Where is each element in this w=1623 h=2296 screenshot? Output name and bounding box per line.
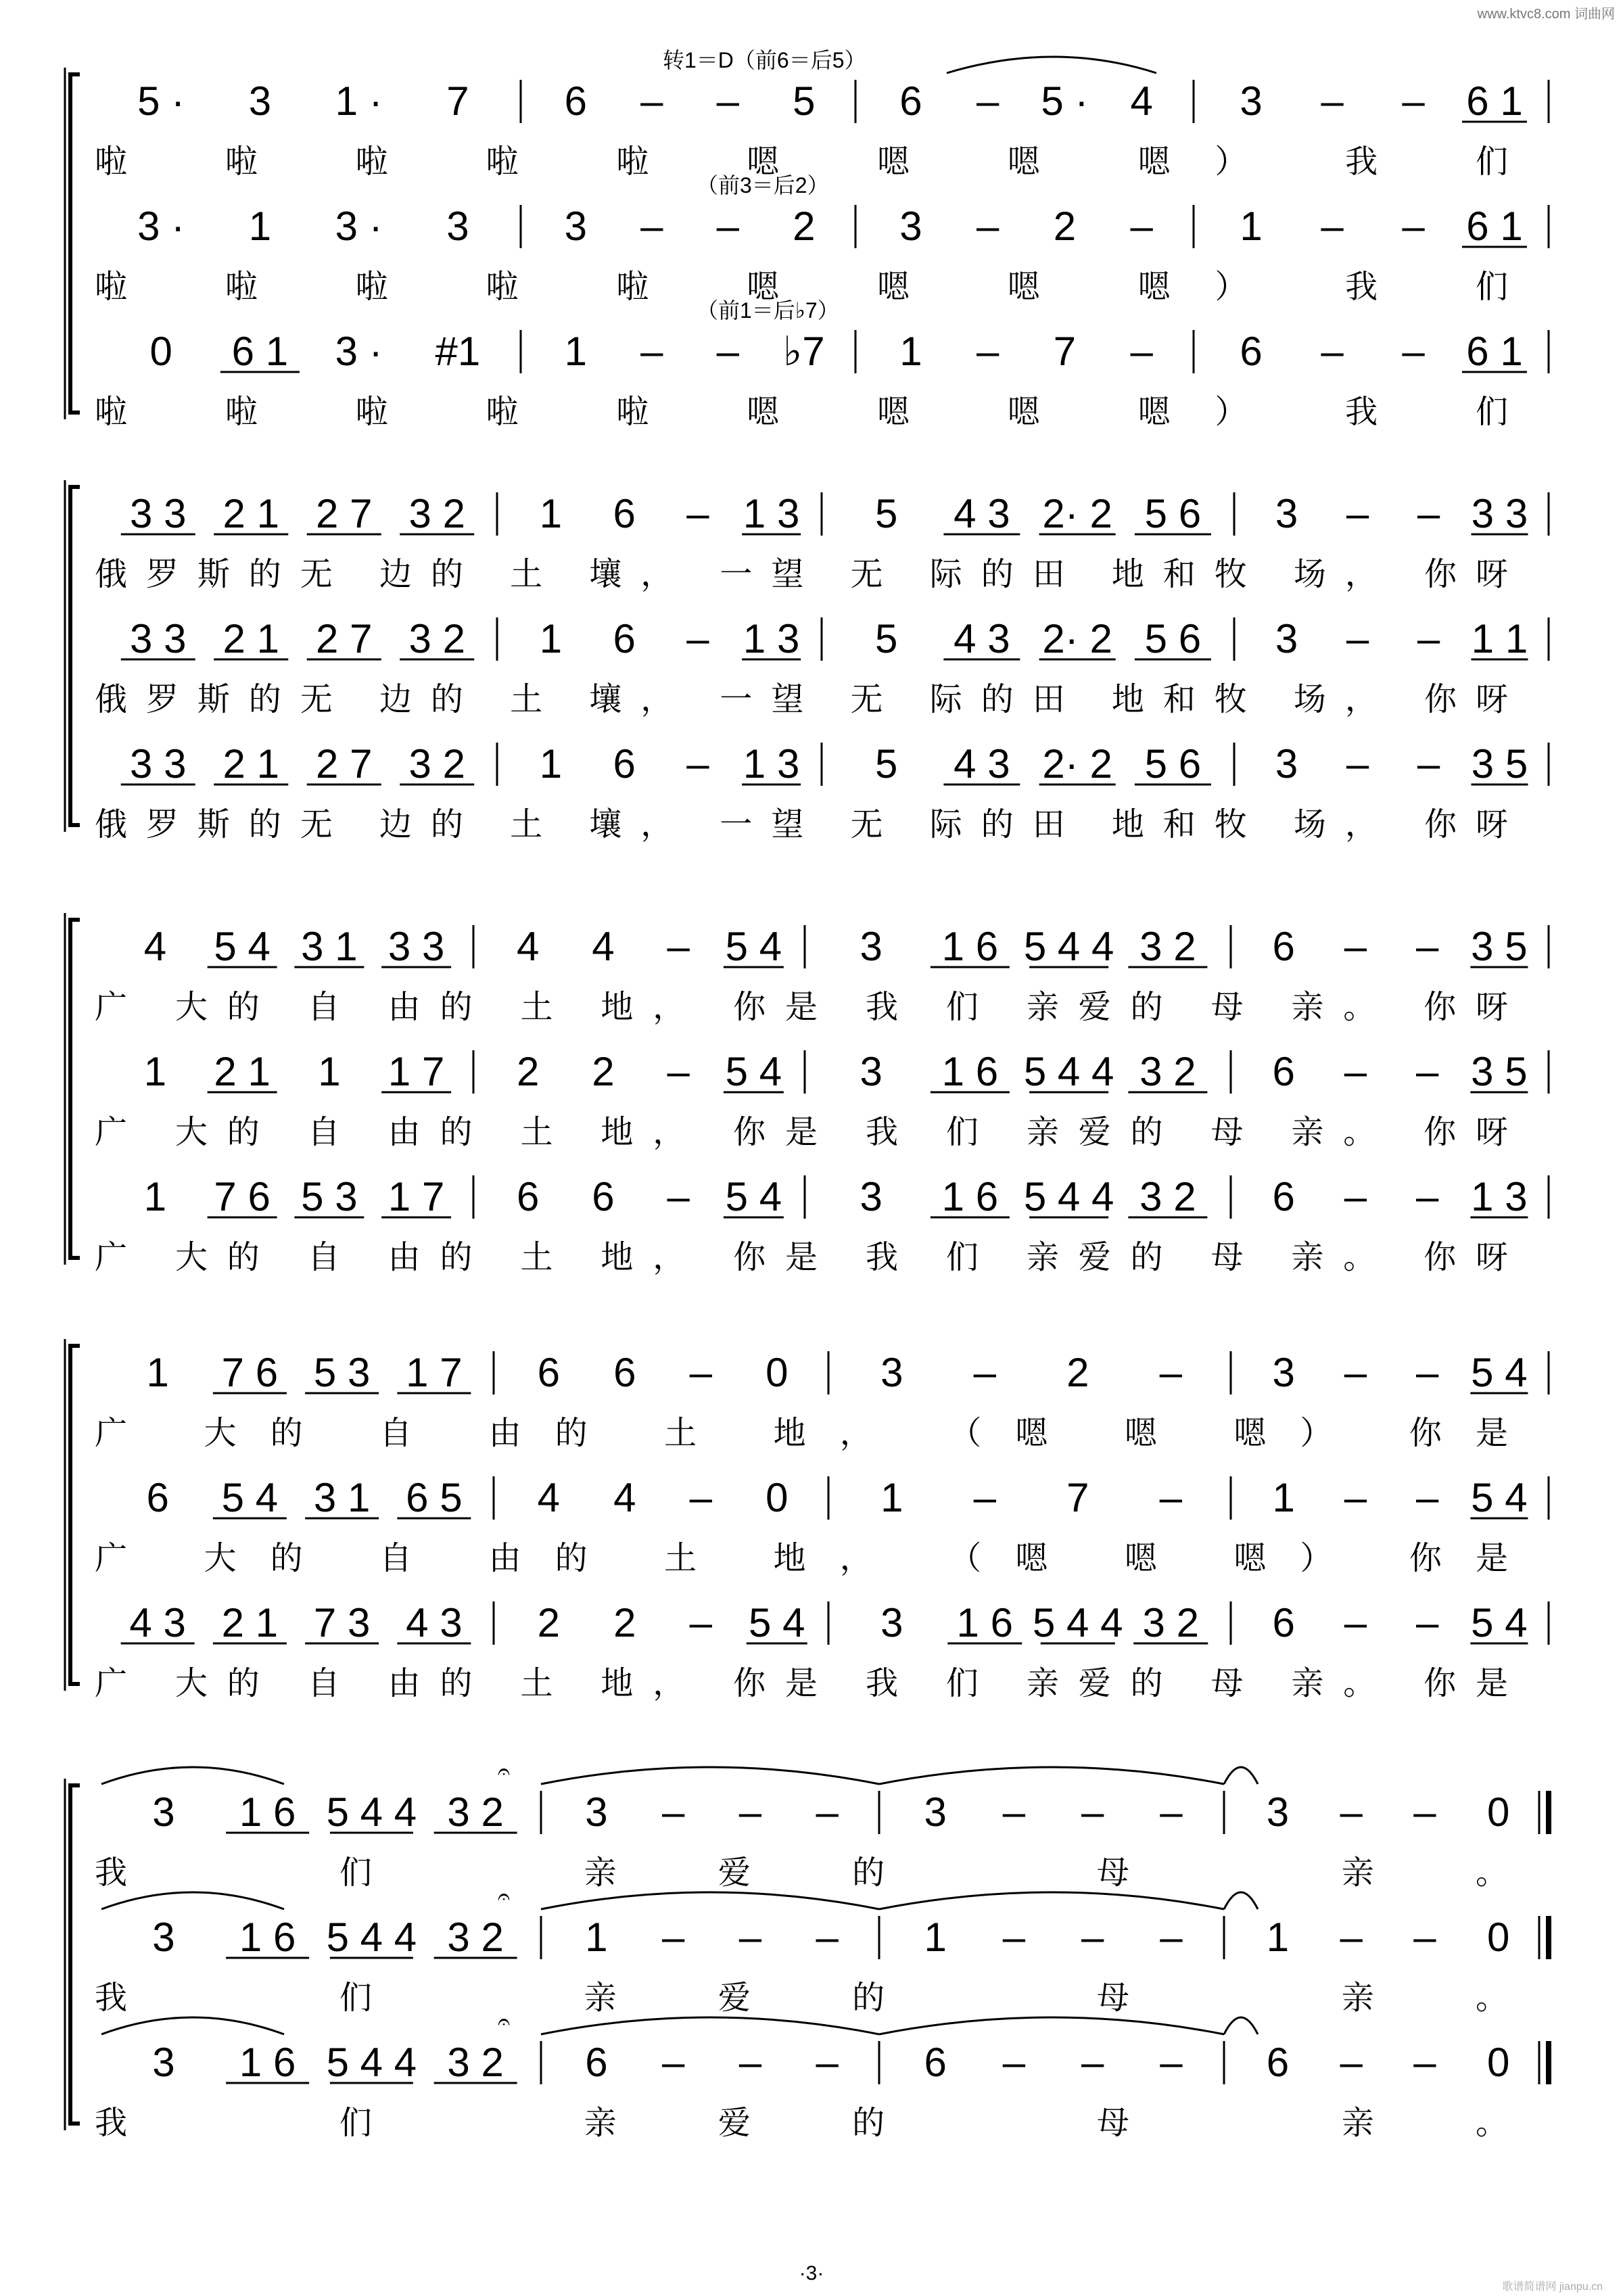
lyric-line: 我 们 亲爱的 母 亲。 xyxy=(95,1855,1508,1891)
jianpu-note: 2· 2 xyxy=(1042,616,1112,661)
watermark: 歌谱简谱网 jianpu.cn xyxy=(1502,2281,1603,2293)
jianpu-note: 2 xyxy=(793,204,816,249)
jianpu-note: 2 7 xyxy=(316,741,373,787)
jianpu-note: 2 1 xyxy=(221,1600,279,1645)
tie xyxy=(879,2017,1224,2034)
jianpu-note: 5 4 xyxy=(725,924,782,969)
jianpu-note: – xyxy=(716,204,739,249)
jianpu-note: – xyxy=(1417,741,1440,787)
jianpu-note: – xyxy=(738,2040,762,2085)
jianpu-note: – xyxy=(1321,204,1344,249)
jianpu-note: – xyxy=(738,1789,762,1835)
lyric-line: 广 大的 自 由的 土 地， （嗯 嗯 嗯） 你是 xyxy=(95,1541,1508,1576)
jianpu-note: 3 xyxy=(924,1789,947,1835)
tie xyxy=(101,1767,284,1784)
jianpu-note: 3 · xyxy=(137,204,185,249)
jianpu-note: 3 5 xyxy=(1471,741,1528,787)
jianpu-note: 1 xyxy=(899,329,922,374)
jianpu-note: 1 xyxy=(146,1350,169,1395)
jianpu-note: – xyxy=(1344,1350,1367,1395)
jianpu-note: 7 xyxy=(1066,1475,1089,1520)
jianpu-note: 5 4 4 xyxy=(1023,1049,1114,1094)
lyric-line: 我 们 亲爱的 母 亲。 xyxy=(95,2105,1508,2141)
jianpu-note: 5 4 4 xyxy=(1033,1600,1123,1645)
jianpu-note: 1 xyxy=(143,1049,167,1094)
jianpu-note: – xyxy=(1417,491,1440,536)
jianpu-note: 3 2 xyxy=(447,2040,504,2085)
jianpu-note: – xyxy=(1413,1789,1436,1835)
jianpu-note: 2 1 xyxy=(222,616,279,661)
jianpu-note: – xyxy=(686,616,709,661)
jianpu-note: 1 3 xyxy=(743,491,800,536)
jianpu-note: 6 1 xyxy=(1466,78,1523,124)
jianpu-note: 6 xyxy=(537,1350,560,1395)
jianpu-note: – xyxy=(976,78,999,124)
jianpu-note: 3 xyxy=(152,1789,175,1835)
jianpu-note: 1 xyxy=(924,1915,947,1960)
jianpu-note: – xyxy=(1415,1600,1439,1645)
jianpu-note: ♭7 xyxy=(782,329,825,374)
jianpu-note: – xyxy=(1130,204,1153,249)
tie xyxy=(879,1767,1224,1784)
jianpu-note: 3 1 xyxy=(301,924,358,969)
jianpu-note: 2 xyxy=(516,1049,540,1094)
jianpu-note: – xyxy=(716,78,739,124)
lyric-line: 俄罗斯的无 边的 土 壤， 一望 无 际的田 地和牧 场， 你呀 xyxy=(95,682,1508,718)
jianpu-note: 1 6 xyxy=(941,924,999,969)
jianpu-note: 3 2 xyxy=(447,1789,504,1835)
lyric-line: 我 们 亲爱的 母 亲。 xyxy=(95,1980,1508,2016)
jianpu-note: 0 xyxy=(766,1475,789,1520)
system-bracket xyxy=(70,920,80,1258)
jianpu-note: 6 xyxy=(613,491,636,536)
jianpu-note: – xyxy=(661,1915,685,1960)
jianpu-note: 3 · xyxy=(335,204,383,249)
jianpu-note: 4 3 xyxy=(954,616,1010,661)
jianpu-note: 1 6 xyxy=(941,1174,999,1219)
lyric-line: 俄罗斯的无 边的 土 壤， 一望 无 际的田 地和牧 场， 你呀 xyxy=(95,807,1508,843)
jianpu-note: 5 4 4 xyxy=(1023,1174,1114,1219)
jianpu-note: 4 xyxy=(537,1475,560,1520)
jianpu-note: 6 xyxy=(592,1174,615,1219)
jianpu-note: 5 4 4 xyxy=(1023,924,1114,969)
jianpu-note: – xyxy=(689,1600,712,1645)
jianpu-note: 3 xyxy=(860,1049,883,1094)
jianpu-note: – xyxy=(686,741,709,787)
jianpu-note: – xyxy=(976,329,999,374)
jianpu-note: 5 4 4 xyxy=(326,1789,417,1835)
jianpu-note: 5 6 xyxy=(1144,491,1202,536)
jianpu-note: 3 2 xyxy=(408,616,465,661)
jianpu-note: – xyxy=(689,1475,712,1520)
jianpu-note: 3 2 xyxy=(408,491,465,536)
jianpu-note: 4 3 xyxy=(406,1600,463,1645)
jianpu-note: – xyxy=(1321,329,1344,374)
jianpu-note: 5 xyxy=(874,741,898,787)
tie xyxy=(1224,2017,1258,2034)
lyric-line: 啦 啦 啦 啦 啦 嗯 嗯 嗯 嗯） 我 们 xyxy=(95,394,1508,430)
jianpu-note: 3 3 xyxy=(1471,491,1528,536)
jianpu-note: 1 xyxy=(564,329,587,374)
fermata: 𝄐 xyxy=(498,1884,510,1908)
jianpu-note: 6 5 xyxy=(406,1475,463,1520)
jianpu-note: 5 4 xyxy=(214,924,270,969)
jianpu-note: – xyxy=(1130,329,1153,374)
tie xyxy=(541,1892,879,1909)
jianpu-note: – xyxy=(716,329,739,374)
jianpu-note: – xyxy=(686,491,709,536)
lyric-line: 广 大的 自 由的 土 地， 你是 我 们 亲爱的 母 亲。 你呀 xyxy=(95,1240,1508,1275)
jianpu-note: – xyxy=(738,1915,762,1960)
jianpu-note: – xyxy=(1002,1915,1026,1960)
jianpu-note: – xyxy=(976,204,999,249)
jianpu-note: – xyxy=(1415,1475,1439,1520)
jianpu-note: 1 xyxy=(539,741,563,787)
jianpu-note: 5 xyxy=(874,491,898,536)
jianpu-note: – xyxy=(1344,1600,1367,1645)
jianpu-note: 3 xyxy=(564,204,587,249)
jianpu-note: 6 xyxy=(585,2040,608,2085)
jianpu-note: 3 xyxy=(1275,491,1298,536)
lyric-line: 啦 啦 啦 啦 啦 嗯 嗯 嗯 嗯） 我 们 xyxy=(95,269,1508,305)
jianpu-note: 6 xyxy=(516,1174,540,1219)
jianpu-note: 3 xyxy=(860,1174,883,1219)
jianpu-note: 3 xyxy=(585,1789,608,1835)
jianpu-note: – xyxy=(1344,1049,1367,1094)
jianpu-note: – xyxy=(1417,616,1440,661)
jianpu-note: 7 6 xyxy=(221,1350,279,1395)
jianpu-note: 3 3 xyxy=(387,924,445,969)
jianpu-note: 6 xyxy=(564,78,587,124)
jianpu-note: 1 xyxy=(585,1915,608,1960)
lyric-line: 广 大的 自 由的 土 地， （嗯 嗯 嗯） 你是 xyxy=(95,1415,1508,1451)
key-change-annotation: （前1＝后♭7） xyxy=(697,298,839,323)
jianpu-note: 1 xyxy=(1266,1915,1290,1960)
jianpu-note: – xyxy=(973,1475,996,1520)
jianpu-note: 1 xyxy=(248,204,272,249)
jianpu-note: 7 6 xyxy=(214,1174,270,1219)
jianpu-note: – xyxy=(1081,1915,1104,1960)
tie xyxy=(1224,1892,1258,1909)
system-bracket xyxy=(70,1346,80,1684)
jianpu-note: – xyxy=(1002,2040,1026,2085)
jianpu-note: – xyxy=(1160,2040,1183,2085)
jianpu-note: 1 xyxy=(1240,204,1263,249)
jianpu-note: 5 4 xyxy=(221,1475,279,1520)
jianpu-note: 3 1 xyxy=(313,1475,371,1520)
jianpu-note: 5 4 xyxy=(1471,1600,1528,1645)
lyric-line: 俄罗斯的无 边的 土 壤， 一望 无 际的田 地和牧 场， 你呀 xyxy=(95,557,1508,592)
jianpu-note: 5 4 xyxy=(1471,1475,1528,1520)
jianpu-note: 5 4 4 xyxy=(326,2040,417,2085)
site-header: www.ktvc8.com 词曲网 xyxy=(1477,7,1615,22)
slur xyxy=(947,57,1156,73)
jianpu-note: – xyxy=(1344,1174,1367,1219)
jianpu-note: 3 xyxy=(248,78,272,124)
jianpu-note: 2· 2 xyxy=(1042,741,1112,787)
jianpu-note: 5 xyxy=(874,616,898,661)
jianpu-note: 3 2 xyxy=(1139,1049,1196,1094)
jianpu-note: 3 xyxy=(1240,78,1263,124)
jianpu-note: 2 xyxy=(537,1600,560,1645)
jianpu-note: 3 xyxy=(1266,1789,1290,1835)
jianpu-note: 3 xyxy=(899,204,922,249)
jianpu-note: 1 xyxy=(539,491,563,536)
jianpu-note: 4 xyxy=(592,924,615,969)
jianpu-note: – xyxy=(1415,924,1439,969)
tie xyxy=(1224,1767,1258,1784)
jianpu-note: – xyxy=(1346,616,1369,661)
jianpu-note: 3 5 xyxy=(1471,924,1528,969)
jianpu-note: – xyxy=(1402,204,1425,249)
jianpu-note: 2 1 xyxy=(222,741,279,787)
jianpu-note: – xyxy=(640,329,663,374)
jianpu-note: 1 1 xyxy=(1471,616,1528,661)
jianpu-note: 3 2 xyxy=(408,741,465,787)
jianpu-note: 1 3 xyxy=(1471,1174,1528,1219)
jianpu-note: – xyxy=(689,1350,712,1395)
system-bracket xyxy=(70,1785,80,2124)
jianpu-note: 0 xyxy=(1486,1915,1510,1960)
jianpu-note: 4 xyxy=(613,1475,636,1520)
jianpu-note: 1 6 xyxy=(239,1789,296,1835)
jianpu-note: 1 · xyxy=(335,78,383,124)
jianpu-note: 5 4 xyxy=(725,1174,782,1219)
jianpu-note: 5 6 xyxy=(1144,616,1202,661)
jianpu-note: 6 xyxy=(1272,1600,1295,1645)
lyric-line: 广 大的 自 由的 土 地， 你是 我 们 亲爱的 母 亲。 你是 xyxy=(95,1666,1508,1702)
jianpu-note: – xyxy=(1340,1915,1363,1960)
jianpu-note: 1 xyxy=(1272,1475,1295,1520)
tie xyxy=(879,1892,1224,1909)
jianpu-note: 7 xyxy=(1053,329,1077,374)
jianpu-note: – xyxy=(1159,1350,1182,1395)
jianpu-note: 2 7 xyxy=(316,616,373,661)
jianpu-note: 5 3 xyxy=(301,1174,358,1219)
jianpu-note: 3 xyxy=(152,1915,175,1960)
jianpu-note: 1 6 xyxy=(941,1049,999,1094)
jianpu-note: – xyxy=(1160,1915,1183,1960)
jianpu-note: 5 · xyxy=(1041,78,1089,124)
jianpu-note: – xyxy=(1160,1789,1183,1835)
jianpu-note: 6 xyxy=(1272,924,1295,969)
tie xyxy=(541,2017,879,2034)
jianpu-note: 1 xyxy=(143,1174,167,1219)
jianpu-note: #1 xyxy=(435,329,481,374)
lyric-line: 啦 啦 啦 啦 啦 嗯 嗯 嗯 嗯） 我 们 xyxy=(95,144,1508,180)
jianpu-note: 2 xyxy=(613,1600,636,1645)
jianpu-note: 3 xyxy=(860,924,883,969)
jianpu-note: 3 xyxy=(152,2040,175,2085)
jianpu-note: – xyxy=(640,78,663,124)
jianpu-note: – xyxy=(1415,1350,1439,1395)
jianpu-note: – xyxy=(1346,491,1369,536)
jianpu-note: 0 xyxy=(1486,2040,1510,2085)
jianpu-note: 0 xyxy=(766,1350,789,1395)
jianpu-note: – xyxy=(667,1049,690,1094)
lyric-line: 广 大的 自 由的 土 地， 你是 我 们 亲爱的 母 亲。 你呀 xyxy=(95,1115,1508,1150)
system-bracket xyxy=(70,74,80,413)
jianpu-note: 5 4 4 xyxy=(326,1915,417,1960)
jianpu-note: 3 xyxy=(446,204,469,249)
jianpu-note: – xyxy=(1402,329,1425,374)
jianpu-note: – xyxy=(1159,1475,1182,1520)
jianpu-note: – xyxy=(816,1915,839,1960)
tie xyxy=(101,1892,284,1909)
jianpu-note: 5 4 xyxy=(725,1049,782,1094)
jianpu-note: 4 3 xyxy=(129,1600,186,1645)
jianpu-note: 3 2 xyxy=(1139,924,1196,969)
jianpu-note: 5 4 xyxy=(749,1600,805,1645)
jianpu-note: 7 3 xyxy=(313,1600,371,1645)
jianpu-note: 7 xyxy=(446,78,469,124)
jianpu-note: 3 xyxy=(1272,1350,1295,1395)
jianpu-note: 6 1 xyxy=(1466,204,1523,249)
tie xyxy=(541,1767,879,1784)
jianpu-note: 1 xyxy=(539,616,563,661)
jianpu-note: 2 1 xyxy=(214,1049,270,1094)
jianpu-note: 1 7 xyxy=(387,1049,445,1094)
jianpu-note: 4 3 xyxy=(954,741,1010,787)
jianpu-note: – xyxy=(667,924,690,969)
jianpu-note: 4 3 xyxy=(954,491,1010,536)
jianpu-note: – xyxy=(816,2040,839,2085)
jianpu-note: – xyxy=(1413,1915,1436,1960)
jianpu-note: 3 · xyxy=(335,329,383,374)
fermata: 𝄐 xyxy=(498,1759,510,1783)
jianpu-note: 6 xyxy=(1240,329,1263,374)
jianpu-note: – xyxy=(1402,78,1425,124)
jianpu-note: 2 xyxy=(592,1049,615,1094)
jianpu-note: 6 xyxy=(924,2040,947,2085)
jianpu-note: 2· 2 xyxy=(1042,491,1112,536)
jianpu-note: 6 xyxy=(613,1350,636,1395)
page-number: ·3· xyxy=(799,2262,824,2285)
jianpu-note: 2 xyxy=(1066,1350,1089,1395)
key-change-annotation: （前3＝后2） xyxy=(697,173,829,197)
jianpu-note: 0 xyxy=(1486,1789,1510,1835)
jianpu-note: 3 xyxy=(1275,616,1298,661)
fermata: 𝄐 xyxy=(498,2009,510,2034)
jianpu-note: 3 xyxy=(880,1600,903,1645)
jianpu-note: 3 2 xyxy=(447,1915,504,1960)
jianpu-note: 6 xyxy=(899,78,922,124)
jianpu-note: 4 xyxy=(516,924,540,969)
jianpu-note: 6 xyxy=(146,1475,169,1520)
jianpu-note: – xyxy=(661,1789,685,1835)
jianpu-note: 3 2 xyxy=(1139,1174,1196,1219)
jianpu-note: – xyxy=(1346,741,1369,787)
jianpu-note: 1 3 xyxy=(743,616,800,661)
jianpu-note: 5 4 xyxy=(1471,1350,1528,1395)
jianpu-note: 1 xyxy=(880,1475,903,1520)
jianpu-note: 3 3 xyxy=(130,741,187,787)
system-bracket xyxy=(70,487,80,825)
jianpu-note: 5 3 xyxy=(313,1350,371,1395)
jianpu-note: – xyxy=(1415,1174,1439,1219)
jianpu-note: 6 xyxy=(1266,2040,1290,2085)
jianpu-note: 3 3 xyxy=(130,491,187,536)
jianpu-note: – xyxy=(661,2040,685,2085)
tie xyxy=(101,2017,284,2034)
jianpu-note: 6 xyxy=(1272,1049,1295,1094)
jianpu-note: – xyxy=(816,1789,839,1835)
jianpu-note: 2 7 xyxy=(316,491,373,536)
jianpu-note: – xyxy=(1081,2040,1104,2085)
key-change-annotation: 转1＝D（前6＝后5） xyxy=(663,48,866,72)
jianpu-note: 5 · xyxy=(137,78,185,124)
jianpu-note: – xyxy=(640,204,663,249)
jianpu-note: 6 xyxy=(613,741,636,787)
jianpu-note: 3 3 xyxy=(130,616,187,661)
jianpu-note: 2 1 xyxy=(222,491,279,536)
jianpu-note: 6 1 xyxy=(1466,329,1523,374)
jianpu-note: 1 6 xyxy=(239,2040,296,2085)
jianpu-note: 3 2 xyxy=(1142,1600,1199,1645)
jianpu-note: 6 xyxy=(613,616,636,661)
jianpu-note: 0 xyxy=(149,329,172,374)
jianpu-note: – xyxy=(1321,78,1344,124)
jianpu-note: 3 xyxy=(1275,741,1298,787)
jianpu-note: 1 6 xyxy=(956,1600,1013,1645)
jianpu-note: 1 7 xyxy=(387,1174,445,1219)
jianpu-note: – xyxy=(1413,2040,1436,2085)
jianpu-note: – xyxy=(1081,1789,1104,1835)
jianpu-note: – xyxy=(1415,1049,1439,1094)
jianpu-note: – xyxy=(1340,1789,1363,1835)
jianpu-note: – xyxy=(1002,1789,1026,1835)
jianpu-note: – xyxy=(667,1174,690,1219)
jianpu-note: 4 xyxy=(1130,78,1153,124)
jianpu-note: – xyxy=(1340,2040,1363,2085)
jianpu-note: 6 xyxy=(1272,1174,1295,1219)
jianpu-note: – xyxy=(973,1350,996,1395)
jianpu-note: 1 xyxy=(318,1049,341,1094)
jianpu-note: 5 6 xyxy=(1144,741,1202,787)
jianpu-note: 6 1 xyxy=(231,329,289,374)
jianpu-note: 1 7 xyxy=(406,1350,463,1395)
jianpu-note: 3 5 xyxy=(1471,1049,1528,1094)
jianpu-note: – xyxy=(1344,1475,1367,1520)
jianpu-note: – xyxy=(1344,924,1367,969)
jianpu-note: 3 xyxy=(880,1350,903,1395)
lyric-line: 广 大的 自 由的 土 地， 你是 我 们 亲爱的 母 亲。 你呀 xyxy=(95,989,1508,1025)
jianpu-note: 4 xyxy=(143,924,167,969)
jianpu-note: 1 3 xyxy=(743,741,800,787)
jianpu-note: 5 xyxy=(793,78,816,124)
jianpu-note: 2 xyxy=(1053,204,1077,249)
jianpu-note: 1 6 xyxy=(239,1915,296,1960)
